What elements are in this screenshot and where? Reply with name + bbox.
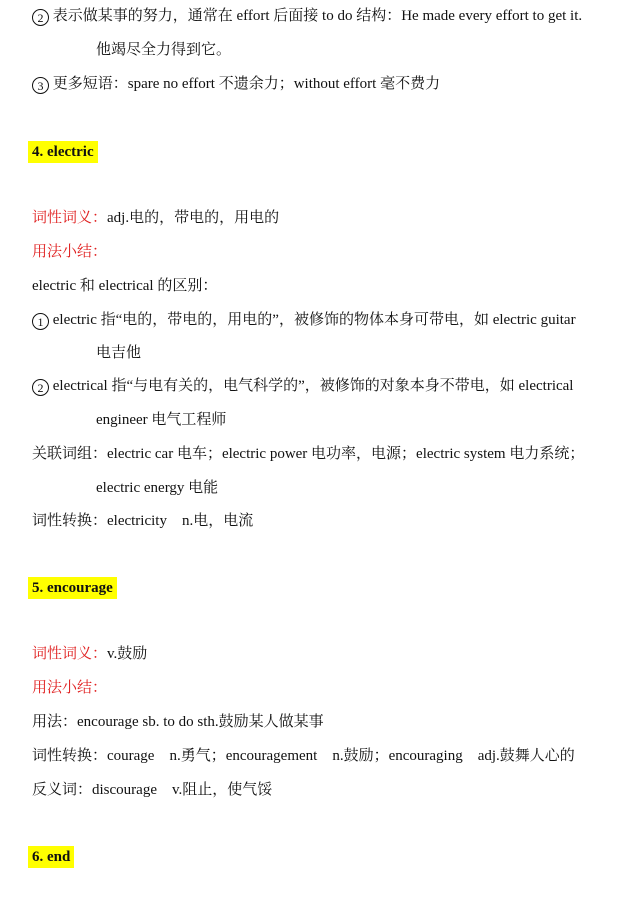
section-heading: 5. encourage <box>28 577 117 599</box>
item-text: electrical 指“与电有关的，电气科学的”，被修饰的对象本身不带电，如 electrical <box>52 378 574 394</box>
list-item <box>32 376 573 396</box>
pos-line <box>32 208 279 228</box>
item-text: electric 指“电的，带电的，用电的”，被修饰的物体本身可带电，如 electric guitar <box>52 312 576 328</box>
item-text: 表示做某事的努力，通常在 effort 后面接 to do 结构：He made every effort to get it. <box>52 8 583 24</box>
antonym-line: 反义词：discourage v.阻止，使气馁 <box>32 782 273 798</box>
related-phrases-continuation: electric energy 电能 <box>96 480 219 496</box>
usage-line: 用法：encourage sb. to do sth.鼓励某人做某事 <box>32 714 324 730</box>
difference-intro: electric 和 electrical 的区别： <box>32 278 218 294</box>
item-text: 更多短语：spare no effort 不遗余力；without effort 毫不费力 <box>52 76 441 92</box>
pos-value: adj.电的，带电的，用电的 <box>107 210 280 226</box>
pos-label: 词性词义： <box>32 646 108 662</box>
part-of-speech-conversion: 词性转换：electricity n.电，电流 <box>32 513 254 529</box>
item-continuation: 电吉他 <box>96 345 142 361</box>
circled-number: 3 <box>32 77 49 94</box>
part-of-speech-conversion: 词性转换：courage n.勇气；encouragement n.鼓励；encouraging adj.鼓舞人心的 <box>32 748 575 764</box>
pos-label: 词性词义： <box>32 210 108 226</box>
section-heading: 4. electric <box>28 141 98 163</box>
usage-label: 用法小结： <box>32 680 108 696</box>
usage-label: 用法小结： <box>32 244 108 260</box>
section-heading: 6. end <box>28 846 74 868</box>
pos-value: v.鼓励 <box>107 646 148 662</box>
list-item <box>32 310 576 330</box>
related-phrases: 关联词组：electric car 电车；electric power 电功率，电源；electric system 电力系统； <box>32 446 585 462</box>
circled-number: 2 <box>32 379 49 396</box>
list-item <box>32 6 582 26</box>
item-continuation: engineer 电气工程师 <box>96 412 227 428</box>
pos-line <box>32 644 147 664</box>
circled-number: 2 <box>32 9 49 26</box>
list-item <box>32 74 440 94</box>
item-continuation: 他竭尽全力得到它。 <box>96 42 232 58</box>
circled-number: 1 <box>32 313 49 330</box>
